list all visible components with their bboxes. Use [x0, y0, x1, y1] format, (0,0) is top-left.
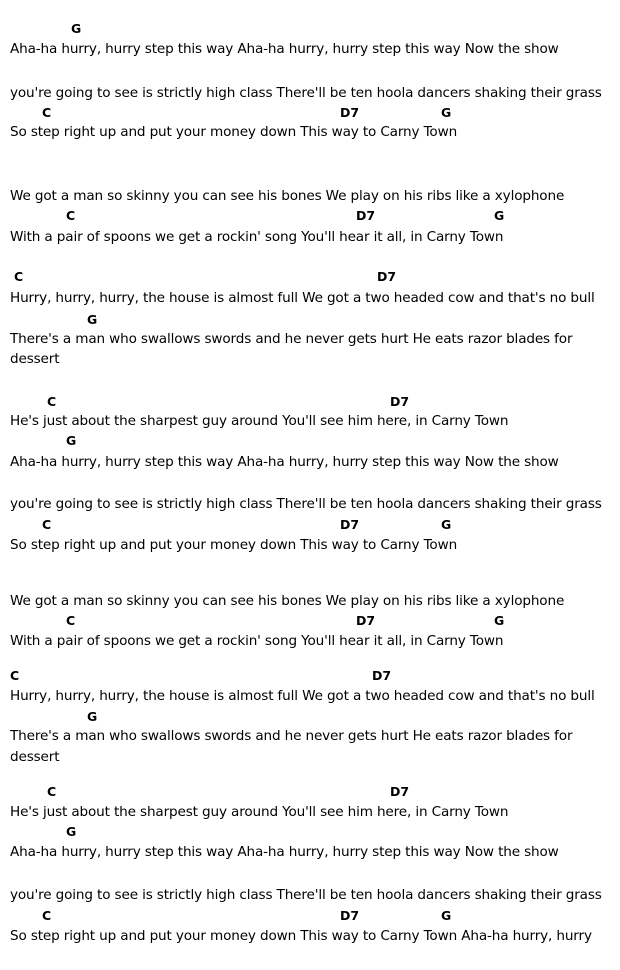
chord-d7: D7	[340, 105, 360, 120]
lyric-text: dessert	[10, 749, 60, 765]
lyric-line	[0, 535, 620, 555]
lyric-line	[0, 411, 620, 431]
chord-line	[0, 823, 620, 843]
chord-c: C	[14, 269, 24, 284]
chord-g: G	[66, 824, 77, 839]
chord-line	[0, 612, 620, 632]
chord-c: C	[42, 105, 52, 120]
chord-g: G	[66, 433, 77, 448]
chord-c: C	[42, 517, 52, 532]
lyric-line	[0, 885, 620, 905]
chord-g: G	[441, 105, 452, 120]
chord-line	[0, 311, 620, 331]
chord-line	[0, 393, 620, 413]
chord-line	[0, 907, 620, 927]
lyric-line	[0, 349, 620, 369]
chord-d7: D7	[340, 908, 360, 923]
lyric-line	[0, 329, 620, 349]
chord-line	[0, 207, 620, 227]
chord-g: G	[494, 208, 505, 223]
lyric-line	[0, 122, 620, 142]
lyric-text: you're going to see is strictly high class There'll be ten hoola dancers shaking their grass	[10, 85, 602, 101]
chord-c: C	[66, 613, 76, 628]
lyric-text: He's just about the sharpest guy around You'll see him here, in Carny Town	[10, 413, 509, 429]
lyric-line	[0, 686, 620, 706]
lyric-text: Aha-ha hurry, hurry step this way Aha-ha hurry, hurry step this way Now the show	[10, 844, 559, 860]
lyric-text: We got a man so skinny you can see his bones We play on his ribs like a xylophone	[10, 188, 565, 204]
lyric-text: There's a man who swallows swords and he never gets hurt He eats razor blades for	[10, 728, 573, 744]
chord-c: C	[10, 668, 20, 683]
lyric-line	[0, 186, 620, 206]
chord-line	[0, 667, 620, 687]
chord-d7: D7	[390, 784, 410, 799]
chord-line	[0, 516, 620, 536]
chord-c: C	[42, 908, 52, 923]
lyric-text: With a pair of spoons we get a rockin' song You'll hear it all, in Carny Town	[10, 633, 504, 649]
lyric-line	[0, 494, 620, 514]
chord-c: C	[66, 208, 76, 223]
chord-g: G	[441, 908, 452, 923]
chord-line	[0, 268, 620, 288]
lyric-text: So step right up and put your money down This way to Carny Town	[10, 537, 458, 553]
chord-g: G	[87, 709, 98, 724]
lyric-text: So step right up and put your money down This way to Carny Town Aha-ha hurry, hurry	[10, 928, 592, 944]
lyric-line	[0, 726, 620, 746]
lyric-text: dessert	[10, 351, 60, 367]
chord-line	[0, 20, 620, 40]
lyric-text: With a pair of spoons we get a rockin' song You'll hear it all, in Carny Town	[10, 229, 504, 245]
chord-g: G	[441, 517, 452, 532]
lyric-line	[0, 591, 620, 611]
chord-line	[0, 104, 620, 124]
chord-g: G	[71, 21, 82, 36]
chord-g: G	[494, 613, 505, 628]
chord-d7: D7	[372, 668, 392, 683]
chord-line	[0, 432, 620, 452]
lyric-text: He's just about the sharpest guy around You'll see him here, in Carny Town	[10, 804, 509, 820]
chord-d7: D7	[377, 269, 397, 284]
lyric-text: Hurry, hurry, hurry, the house is almost full We got a two headed cow and that's no bull	[10, 290, 595, 306]
chord-d7: D7	[356, 208, 376, 223]
lyric-line	[0, 83, 620, 103]
chord-c: C	[47, 784, 57, 799]
lyric-text: you're going to see is strictly high class There'll be ten hoola dancers shaking their grass	[10, 887, 602, 903]
lyric-text: Aha-ha hurry, hurry step this way Aha-ha hurry, hurry step this way Now the show	[10, 41, 559, 57]
lyric-line	[0, 747, 620, 767]
lyric-line	[0, 631, 620, 651]
lyric-text: Hurry, hurry, hurry, the house is almost full We got a two headed cow and that's no bull	[10, 688, 595, 704]
lyric-text: So step right up and put your money down This way to Carny Town	[10, 124, 458, 140]
lyric-text: There's a man who swallows swords and he never gets hurt He eats razor blades for	[10, 331, 573, 347]
lyric-line	[0, 288, 620, 308]
chord-d7: D7	[340, 517, 360, 532]
chord-d7: D7	[390, 394, 410, 409]
chord-g: G	[87, 312, 98, 327]
lyric-text: Aha-ha hurry, hurry step this way Aha-ha hurry, hurry step this way Now the show	[10, 454, 559, 470]
chord-d7: D7	[356, 613, 376, 628]
lyric-line	[0, 802, 620, 822]
lyric-line	[0, 227, 620, 247]
chord-line	[0, 783, 620, 803]
lyric-text: We got a man so skinny you can see his bones We play on his ribs like a xylophone	[10, 593, 565, 609]
lyric-text: you're going to see is strictly high class There'll be ten hoola dancers shaking their grass	[10, 496, 602, 512]
lyric-line	[0, 452, 620, 472]
chord-c: C	[47, 394, 57, 409]
lyric-line	[0, 39, 620, 59]
chord-line	[0, 708, 620, 728]
lyric-line	[0, 926, 620, 946]
lyric-line	[0, 842, 620, 862]
